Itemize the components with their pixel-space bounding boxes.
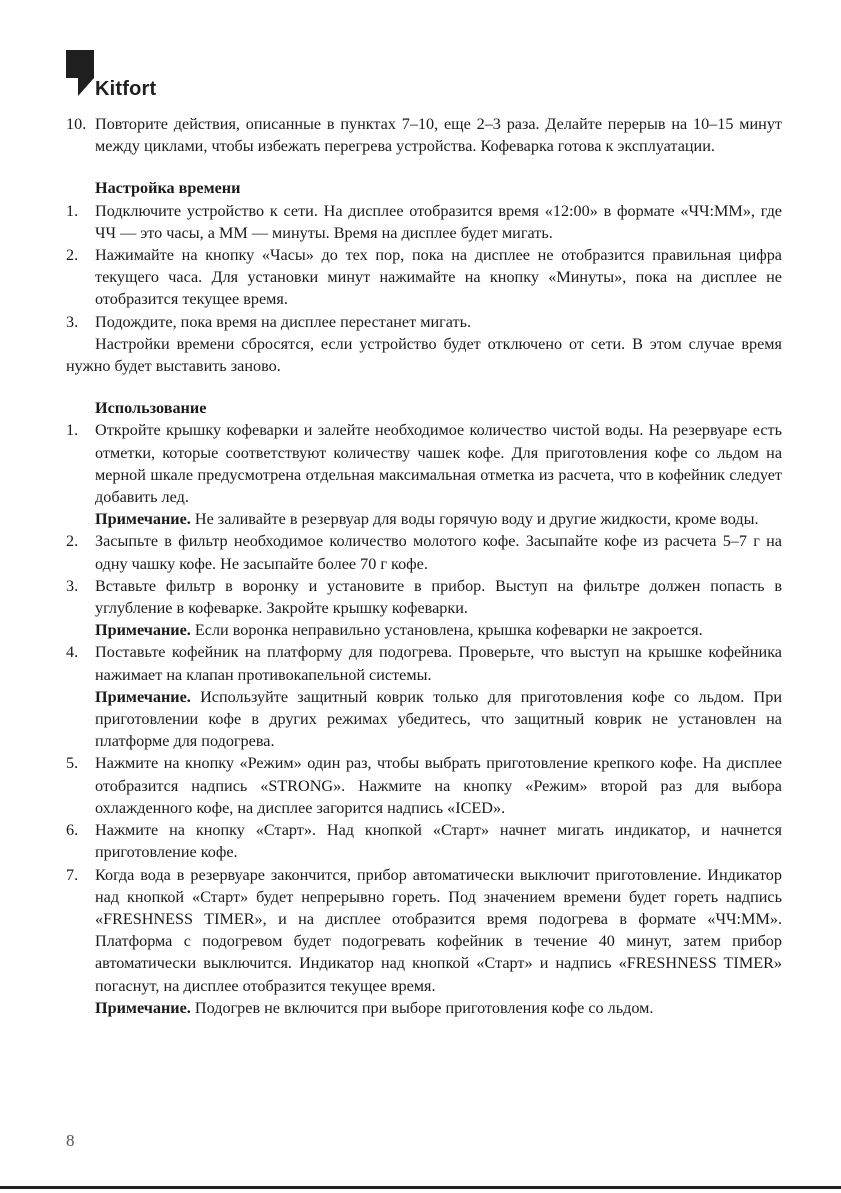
list-item — [66, 113, 782, 157]
list-item — [66, 575, 782, 619]
item-text: Засыпьте в фильтр необходимое количество молотого кофе. Засыпайте кофе из расчета 5–7 г на одну чашку кофе. Не засыпайте более 70 г кофе. — [95, 532, 782, 573]
item-text: Откройте крышку кофеварки и залейте необходимое количество чистой воды. На резервуаре есть отметки, которые соответствуют количеству чашек кофе. Для приготовления кофе со льдом на мерной шкале предусмотрена отдельная максимальная отметка из расчета, что в кофейник следует добавить лед. — [95, 421, 782, 507]
note — [66, 508, 782, 530]
page-number: 8 — [66, 1131, 75, 1150]
list-item — [66, 419, 782, 508]
section-heading-time: Настройка времени — [95, 179, 241, 198]
item-number: 5. — [66, 754, 79, 773]
bottom-divider — [0, 1186, 841, 1189]
list-item — [66, 311, 782, 333]
note-text: Не заливайте в резервуар для воды горячую воду и другие жидкости, кроме воды. — [190, 510, 759, 529]
note-text: Если воронка неправильно установлена, крышка кофеварки не закроется. — [190, 621, 703, 640]
note-label: Примечание. — [95, 621, 191, 640]
note-label: Примечание. — [95, 687, 191, 706]
item-text: Повторите действия, описанные в пунктах 7–10, еще 2–3 раза. Делайте перерыв на 10–15 минут между циклами, чтобы избежать перегрева устройства. Кофеварка готова к эксплуатации. — [95, 115, 782, 156]
note-label: Примечание. — [95, 510, 191, 529]
list-item — [66, 864, 782, 997]
document-body — [66, 113, 782, 1019]
note — [66, 686, 782, 753]
list-item — [66, 530, 782, 574]
kitfort-logo-icon — [66, 50, 96, 96]
item-number: 1. — [66, 201, 79, 220]
item-text: Подождите, пока время на дисплее перестанет мигать. — [95, 312, 472, 331]
note — [66, 997, 782, 1019]
item-text: Нажмите на кнопку «Старт». Над кнопкой «Старт» начнет мигать индикатор, и начнется приготовление кофе. — [95, 821, 782, 862]
list-item — [66, 200, 782, 244]
item-number: 1. — [66, 421, 79, 440]
note — [66, 619, 782, 641]
list-item — [66, 641, 782, 685]
item-number: 10. — [66, 115, 87, 133]
item-text: Вставьте фильтр в воронку и установите в прибор. Выступ на фильтре должен попасть в углубление в кофеварке. Закройте крышку кофеварки. — [95, 576, 782, 618]
item-text: Нажмите на кнопку «Режим» один раз, чтобы выбрать приготовление крепкого кофе. На дисплее отобразится надпись «STRONG». Нажмите на кнопку «Режим» второй раз для выбора охлажденного кофе, на дисплее загорится надпись «ICED». — [95, 754, 782, 817]
time-reset-paragraph: Настройки времени сбросятся, если устройство будет отключено от сети. В этом случае время нужно будет выставить заново. — [66, 334, 782, 376]
item-number: 2. — [66, 246, 79, 265]
list-item — [66, 819, 782, 863]
item-text: Поставьте кофейник на платформу для подогрева. Проверьте, что выступ на крышке кофейника нажимает на клапан противокапельной системы. — [95, 643, 782, 684]
item-number: 3. — [66, 312, 79, 331]
item-text: Когда вода в резервуаре закончится, прибор автоматически выключит приготовление. Индикатор над кнопкой «Старт» будет непрерывно гореть. Под значением времени будет гореть надпись «FRESHNESS TIMER», и на дисплее отобразится время подогрева в формате «ЧЧ:ММ». Платформа с подогревом будет подогревать кофейник в течение 40 минут, затем прибор автоматически выключится. Индикатор над кнопкой «Старт» и надпись «FRESHNESS TIMER» погаснут, на дисплее отобразится текущее время. — [95, 865, 782, 995]
note-text: Используйте защитный коврик только для приготовления кофе со льдом. При приготовлении кофе в других режимах убедитесь, что защитный коврик не установлен на платформе для подогрева. — [95, 687, 782, 751]
note-text: Подогрев не включится при выборе приготовления кофе со льдом. — [190, 998, 654, 1017]
list-item — [66, 752, 782, 819]
note-label: Примечание. — [95, 998, 191, 1017]
item-text: Подключите устройство к сети. На дисплее отобразится время «12:00» в формате «ЧЧ:ММ», где ЧЧ — это часы, а ММ — минуты. Время на дисплее будет мигать. — [95, 201, 782, 242]
brand-logo — [66, 50, 266, 102]
item-number: 2. — [66, 532, 79, 551]
list-item — [66, 244, 782, 311]
brand-name: Kitfort — [95, 78, 157, 100]
item-text: Нажимайте на кнопку «Часы» до тех пор, пока на дисплее не отобразится правильная цифра текущего часа. Для установки минут нажимайте на кнопку «Минуты», пока на дисплее не отобразится текущее время. — [95, 246, 782, 309]
item-number: 7. — [66, 865, 79, 884]
section-heading-usage: Использование — [95, 399, 207, 418]
item-number: 3. — [66, 576, 79, 595]
item-number: 6. — [66, 821, 79, 840]
item-number: 4. — [66, 643, 79, 662]
